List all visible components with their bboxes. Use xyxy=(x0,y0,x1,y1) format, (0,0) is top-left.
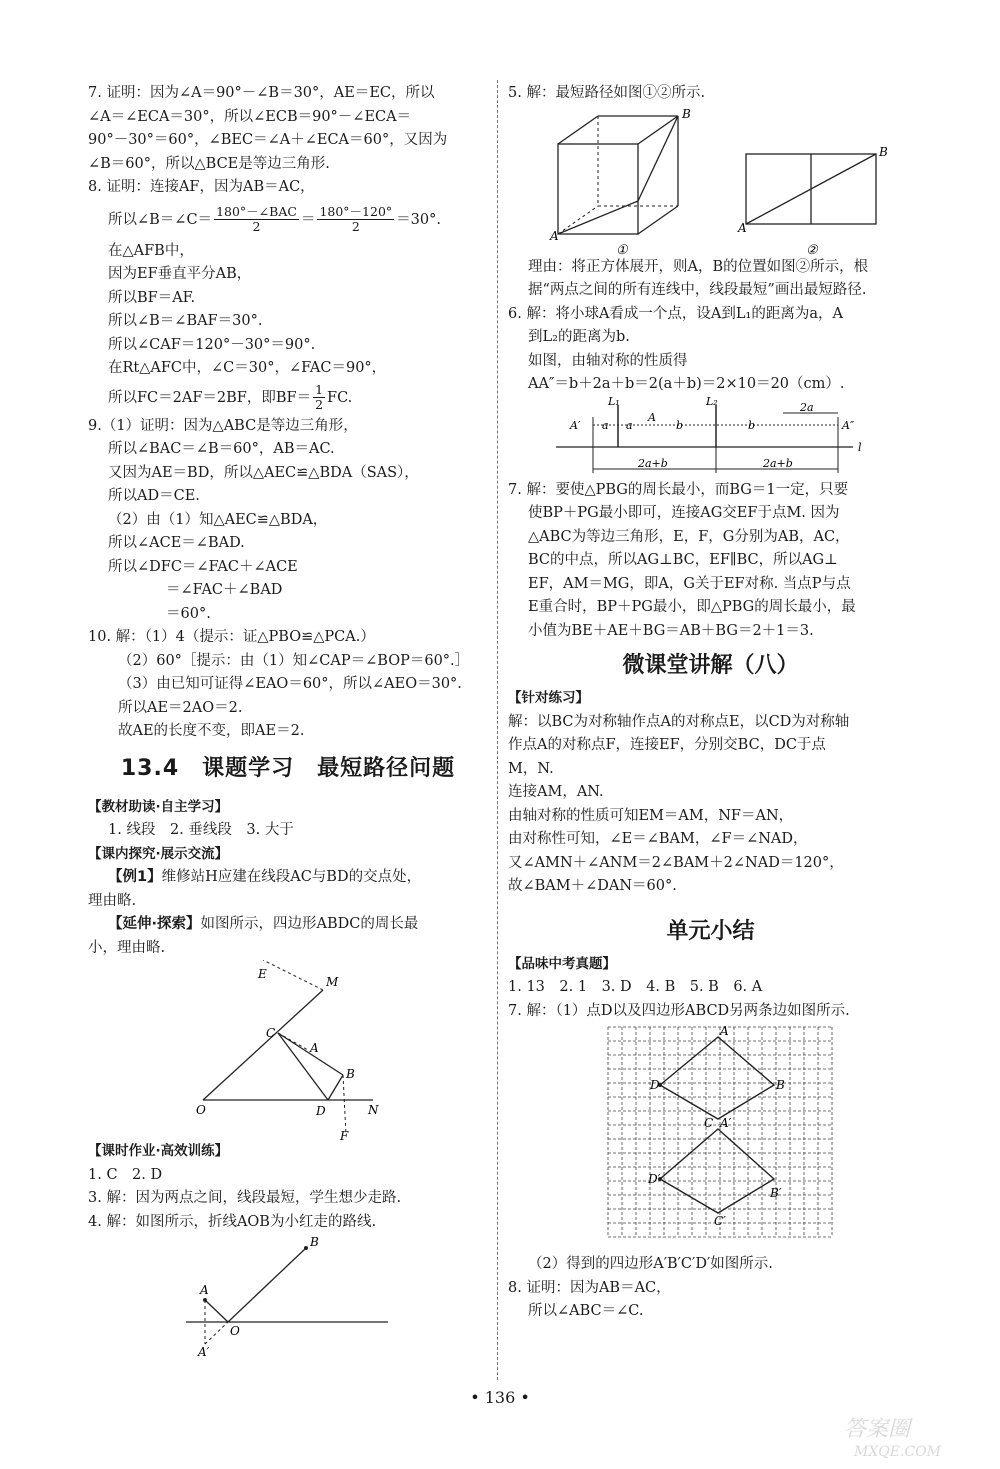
section-title: 13.4 课题学习 最短路径问题 xyxy=(120,755,456,781)
svg-text:F: F xyxy=(340,1129,349,1140)
svg-text:L₁: L₁ xyxy=(608,396,620,408)
tag-practice: 【针对练习】 xyxy=(508,690,589,706)
svg-text:A′: A′ xyxy=(198,1345,210,1359)
svg-text:A′: A′ xyxy=(570,418,581,432)
unit-summary-title: 单元小结 xyxy=(666,918,755,944)
svg-text:A: A xyxy=(648,410,656,424)
problem-8: 8. 证明：连接AF，因为AB＝AC， 所以∠B＝∠C＝ $\frac{\text{180°－∠BAC}}{2}$ ＝ $\frac{180^\circ-120^\circ}{2}$ ＝30°. 在△AFB中， 因为EF垂直平分AB， 所以BF＝AF. 所以∠B＝∠BAF＝30°. 所以∠CAF＝120°－30°＝90°. 在Rt△AFC中，∠C＝30°，∠FAC＝90°， 所以FC＝2AF＝2BF，即BF＝ $\frac{1}{2}$ FC. xyxy=(88,179,441,412)
svg-text:2a+b: 2a+b xyxy=(763,456,793,470)
svg-text:答案圈: 答案圈 xyxy=(844,1417,911,1442)
svg-text:O: O xyxy=(196,1103,206,1117)
tag-textbook: 【教材助读·自主学习】 xyxy=(88,798,229,815)
svg-text:A: A xyxy=(310,1041,319,1055)
figure-cube-paths xyxy=(508,106,913,256)
svg-text:①: ① xyxy=(616,242,628,256)
left-column: 7. 证明：因为∠A＝90°－∠B＝30°，AE＝EC，所以 ∠A＝∠ECA＝30°，所以∠ECB＝90°－∠ECA＝ 90°－30°＝60°，∠BEC＝∠A＋∠ECA＝60°，又因为 ∠B＝60°，所以△BCE是等边三角形. 8. 证明：连接AF，因为AB＝AC， 所以∠B＝∠C＝ $\frac{\text{180°－∠BAC}}{2}$ ＝ $\frac{180^\circ-120^\circ}{2}$ ＝30°. 在△AFB中， 因为EF垂直平分AB， 所以BF＝AF. 所以∠B＝∠BAF＝30°. 所以∠CAF＝120°－30°＝90°. 在Rt△AFC中，∠C＝30°，∠FAC＝90°， 所以FC＝2AF＝2BF，即BF＝ $\frac{1}{2}$ FC. 9.（1）证明：因为△ABC是等边三角形， 所以∠BAC＝∠B＝60°，AB＝AC. 又因为AE＝BD，所以△AEC≌△BDA（SAS）， 所以AD＝CE. （2）由（1）知△AEC≌△BDA， 所以∠ACE＝∠BAD. 所以∠DFC＝∠FAC＋∠ACE ＝∠FAC＋∠BAD ＝60°. 10. 解：（1）4（提示：证△PBO≌△PCA.） （2）60°［提示：由（1）知∠CAP＝∠BOP＝60°.］ （3）由已知可证得∠EAO＝60°，所以∠AEO＝30°. 所以AE＝2AO＝2. 故AE的长度不变，即AE＝2. 13.4 课题学习 最短路径问题 【教材助读·自主学习】 1. 线段 2. 垂线段 3. 大于 【课内探究·展示交流】 【例1】维修站H应建在线段AC与BD的交点处， 理由略. 【延伸·探索】如图所示，四边形ABDC的周长最 小，理由略. E M C A B O D N F 【课时作业·高效训练】 1. C 2. D 3. 解：因为两点之间，线段最短，学生想少走路. 4. 解：如图所示，折线AOB为小红走的路线. B A O A′ xyxy=(88,82,488,1359)
svg-text:A′: A′ xyxy=(720,1116,732,1130)
tag-homework: 【课时作业·高效训练】 xyxy=(88,1143,229,1159)
svg-text:B: B xyxy=(346,1067,355,1081)
svg-text:A: A xyxy=(200,1283,209,1297)
svg-text:②: ② xyxy=(806,242,818,256)
svg-text:A: A xyxy=(550,228,559,243)
svg-text:a: a xyxy=(626,418,633,432)
svg-text:B: B xyxy=(682,106,691,121)
page-number: • 136 • xyxy=(470,1388,530,1407)
svg-text:2a: 2a xyxy=(800,400,814,414)
tag-inclass: 【课内探究·展示交流】 xyxy=(88,845,229,862)
svg-text:MXQE.COM: MXQE.COM xyxy=(854,1444,941,1460)
svg-text:D′: D′ xyxy=(648,1172,661,1186)
fraction-half: $\frac{1}{2}$ xyxy=(315,382,324,412)
svg-text:C: C xyxy=(704,1116,714,1130)
figure-grid-quadrilaterals xyxy=(508,1023,913,1253)
figure-quadrilateral-abdc xyxy=(88,960,488,1140)
figure-path-aob xyxy=(88,1234,488,1359)
right-column: 5. 解：最短路径如图①②所示. A B ① A B ② 理由：将正方体展开，则A，B的位置如图②所示，根 据“两点之间的所有连线中，线段最短”画出最短路径. 6. 解：将小球A看成一个点，设A到L₁的距离为a，A 到L₂的距离为b. 如图，由轴对称的性质得 AA″＝b＋2a＋b＝2(a＋b)＝2×10＝20（cm）. A′ a a A b b 2a A″ L₁ L₂ l 2a+b 2a+b 7. 解：要使△PBG的周长最小，而BG＝1一定，只要 使BP＋PG最小即可，连接AG交EF于点M. 因为 △ABC为等边三角形，E，F，G分别为AB，AC， BC的中点，所以AG⊥BC，EF∥BC，所以AG⊥ EF，AM＝MG，即A，G关于EF对称. 当点P与点 E重合时，BP＋PG最小，即△PBG的周长最小，最 小值为BE＋AE＋BG＝AB＋BG＝2＋1＝3. 微课堂讲解（八） 【针对练习】 解：以BC为对称轴作点A的对称点E，以CD为对称轴 作点A的对称点F，连接EF，分别交BC，DC于点 M，N. 连接AM，AN. 由轴对称的性质可知EM＝AM，NF＝AN， 由对称性可知，∠E＝∠BAM，∠F＝∠NAD， 又∠AMN＋∠ANM＝2∠BAM＋2∠NAD＝120°， 故∠BAM＋∠DAN＝60°. 单元小结 【品味中考真题】 1. 13 2. 1 3. D 4. B 5. B 6. A 7. 解：（1）点D以及四边形ABCD另两条边如图所示. A D B C A′ D′ B′ C′ （2）得到的四边形A′B′C′D′如图所示. 8. 证明：因为AB＝AC， 所以∠ABC＝∠C. xyxy=(508,82,913,1324)
svg-text:B: B xyxy=(776,1078,785,1092)
fraction: $\frac{\text{180°－∠BAC}}{2}$ xyxy=(216,204,297,234)
svg-text:b: b xyxy=(748,418,756,432)
svg-text:B′: B′ xyxy=(770,1186,782,1200)
figure-ball-reflection xyxy=(508,397,913,479)
tag-exam: 【品味中考真题】 xyxy=(508,955,616,972)
svg-text:E: E xyxy=(258,967,267,981)
svg-text:N: N xyxy=(368,1103,379,1117)
fraction: $\frac{180^\circ-120^\circ}{2}$ xyxy=(319,204,393,234)
svg-text:A: A xyxy=(720,1024,729,1038)
svg-text:A: A xyxy=(738,220,747,235)
svg-text:O: O xyxy=(230,1324,240,1338)
watermark-logo xyxy=(840,1410,990,1460)
svg-text:B: B xyxy=(310,1235,319,1249)
svg-text:C: C xyxy=(266,1026,276,1040)
svg-text:a: a xyxy=(602,418,609,432)
svg-text:2a+b: 2a+b xyxy=(638,456,668,470)
svg-text:A″: A″ xyxy=(842,418,855,432)
problem-10: 10. 解：（1）4（提示：证△PBO≌△PCA.） （2）60°［提示：由（1）知∠CAP＝∠BOP＝60°.］ （3）由已知可证得∠EAO＝60°，所以∠AEO＝30°. 所以AE＝2AO＝2. 故AE的长度不变，即AE＝2. xyxy=(88,629,470,739)
svg-text:L₂: L₂ xyxy=(706,396,718,408)
svg-text:D: D xyxy=(316,1104,326,1118)
problem-9: 9.（1）证明：因为△ABC是等边三角形， 所以∠BAC＝∠B＝60°，AB＝AC. 又因为AE＝BD，所以△AEC≌△BDA（SAS）， 所以AD＝CE. （2）由（1）知△AEC≌△BDA， 所以∠ACE＝∠BAD. 所以∠DFC＝∠FAC＋∠ACE ＝∠FAC＋∠BAD ＝60°. xyxy=(88,417,419,622)
micro-lecture-title: 微课堂讲解（八） xyxy=(622,653,799,678)
column-divider xyxy=(497,80,498,1380)
svg-text:M: M xyxy=(326,975,339,989)
svg-text:C′: C′ xyxy=(714,1214,726,1228)
svg-text:b: b xyxy=(676,418,684,432)
problem-7: 7. 证明：因为∠A＝90°－∠B＝30°，AE＝EC，所以 ∠A＝∠ECA＝30°，所以∠ECB＝90°－∠ECA＝ 90°－30°＝60°，∠BEC＝∠A＋∠ECA＝60°，又因为 ∠B＝60°，所以△BCE是等边三角形. xyxy=(88,85,448,172)
svg-text:D: D xyxy=(650,1078,660,1092)
svg-text:B: B xyxy=(879,144,888,159)
svg-text:l: l xyxy=(858,440,862,454)
